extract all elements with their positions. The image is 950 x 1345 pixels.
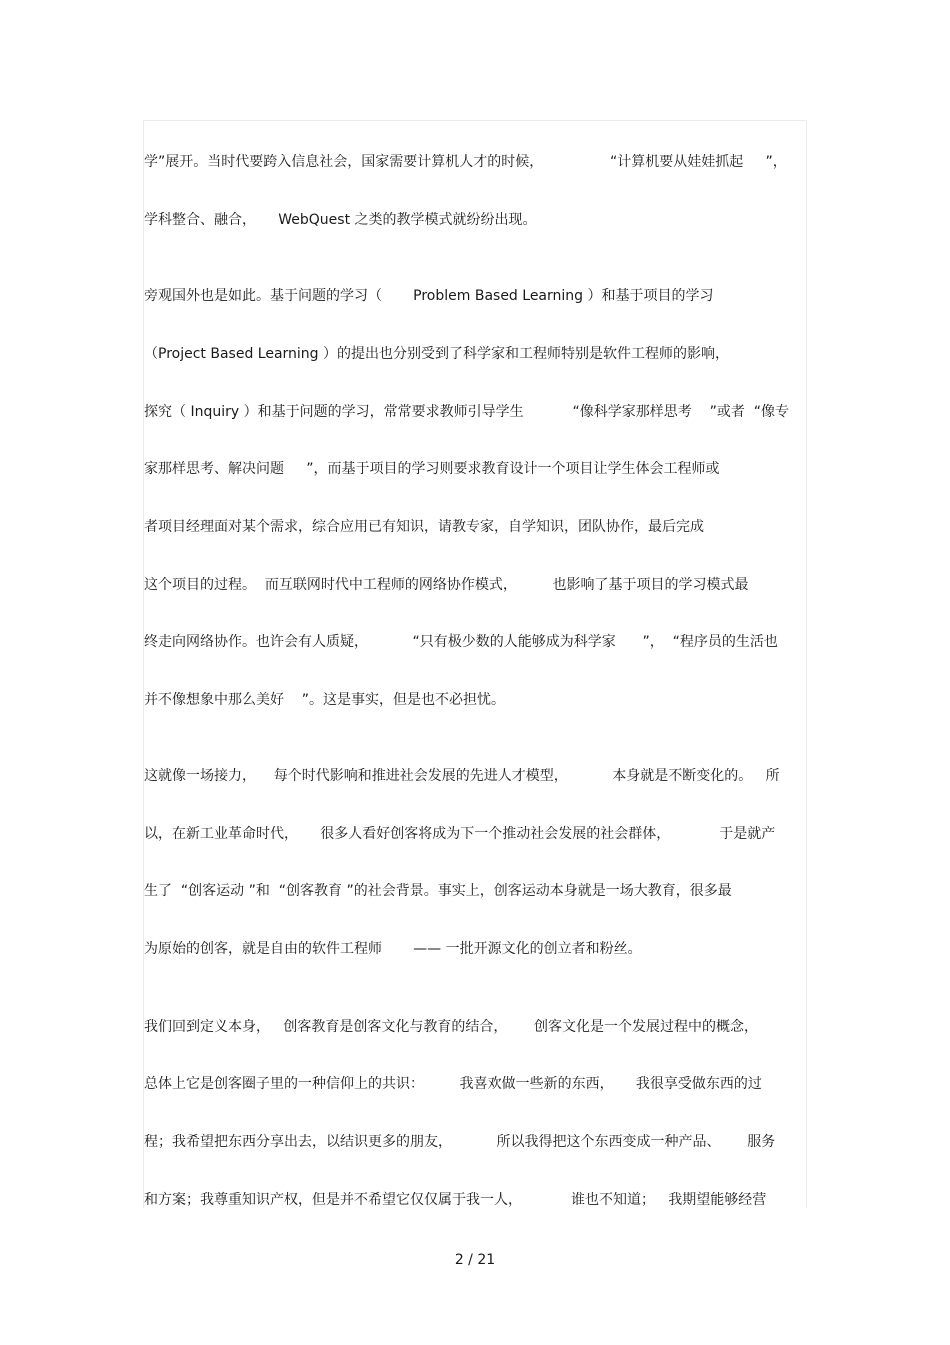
- text-line: 为原始的创客，就是自由的软件工程师 —— 一批开源文化的创立者和粉丝。: [144, 941, 642, 957]
- page-number: 2 / 21: [454, 1252, 496, 1268]
- text-line: 生了 “创客运动 ”和 “创客教育 ”的社会背景。事实上，创客运动本身就是一场大教育，很多最: [144, 883, 732, 899]
- page-frame: [143, 120, 807, 1208]
- text-line: 终走向网络协作。也许会有人质疑， “只有极少数的人能够成为科学家 ”， “程序员的生活也: [144, 634, 778, 650]
- text-line: 这个项目的过程。 而互联网时代中工程师的网络协作模式， 也影响了基于项目的学习模式最: [144, 577, 749, 593]
- text-line: 旁观国外也是如此。基于问题的学习（ Problem Based Learning ）和基于项目的学习: [144, 288, 714, 304]
- text-line: 探究（ Inquiry ）和基于问题的学习，常常要求教师引导学生 “像科学家那样思考 ”或者 “像专: [144, 404, 790, 420]
- text-line: 学科整合、融合， WebQuest 之类的教学模式就纷纷出现。: [144, 212, 537, 228]
- text-line: 程；我希望把东西分享出去，以结识更多的朋友， 所以我得把这个东西变成一种产品、 服务: [144, 1134, 776, 1150]
- text-line: 家那样思考、解决问题 ”，而基于项目的学习则要求教育设计一个项目让学生体会工程师或: [144, 461, 720, 477]
- text-line: （Project Based Learning ）的提出也分别受到了科学家和工程师特别是软件工程师的影响，: [144, 346, 730, 362]
- text-line: 者项目经理面对某个需求，综合应用已有知识，请教专家，自学知识，团队协作，最后完成: [144, 519, 704, 535]
- text-line: 这就像一场接力， 每个时代影响和推进社会发展的先进人才模型， 本身就是不断变化的。 所: [144, 768, 780, 784]
- text-line: 总体上它是创客圈子里的一种信仰上的共识： 我喜欢做一些新的东西， 我很享受做东西的过: [144, 1076, 762, 1092]
- text-line: 我们回到定义本身， 创客教育是创客文化与教育的结合， 创客文化是一个发展过程中的概念，: [144, 1019, 759, 1035]
- text-line: 学”展开。当时代要跨入信息社会，国家需要计算机人才的时候， “计算机要从娃娃抓起 ”，: [144, 154, 787, 170]
- text-line: 以，在新工业革命时代， 很多人看好创客将成为下一个推动社会发展的社会群体， 于是就产: [144, 826, 776, 842]
- text-line: 和方案；我尊重知识产权，但是并不希望它仅仅属于我一人， 谁也不知道； 我期望能够经营: [144, 1192, 767, 1208]
- text-line: 并不像想象中那么美好 ”。这是事实，但是也不必担忧。: [144, 692, 506, 708]
